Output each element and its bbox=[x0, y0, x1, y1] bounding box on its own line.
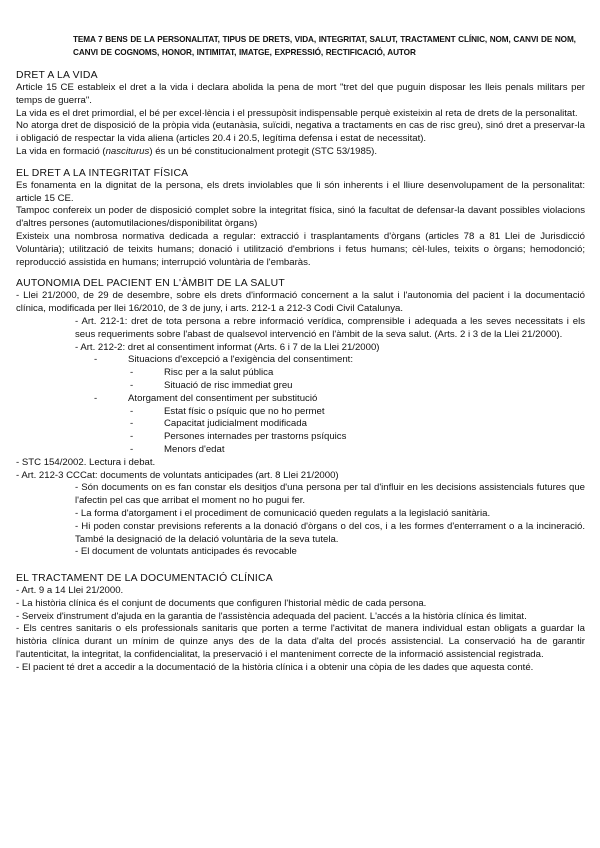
dash-bullet: - bbox=[94, 354, 98, 366]
dash-bullet: - bbox=[130, 418, 134, 430]
nested-item-text: Risc per a la salut pública bbox=[164, 367, 274, 379]
dash-bullet: - bbox=[130, 379, 134, 391]
nested-item-text: Estat físic o psíquic que no ho permet bbox=[164, 405, 325, 417]
paragraph: No atorga dret de disposició de la pròpia vida (eutanàsia, suïcidi, negativa a tractaments en cas de risc greu), sinó dret a preservar-la i obligació de respectar la vida aliena (articles 20.4 i 20.5, legítima defensa i estat de necessitat). bbox=[16, 120, 585, 145]
paragraph: - El pacient té dret a accedir a la documentació de la història clínica i a obtenir una còpia de les dades que aquesta conté. bbox=[16, 661, 534, 673]
text-run: La vida en formació ( bbox=[16, 145, 106, 157]
sub-list-item bbox=[16, 354, 585, 367]
paragraph: - Art. 9 a 14 Llei 21/2000. bbox=[16, 585, 124, 597]
paragraph bbox=[16, 146, 585, 159]
paragraph: - Llei 21/2000, de 29 de desembre, sobre els drets d'informació concernent a la salut i l'autonomia del pacient i la documentació clínica, modificada per llei 16/2010, de 3 de juny, i arts. 212-1 a 212-3 Codi Civil Catalunya. bbox=[16, 290, 585, 315]
nested-list-item bbox=[16, 444, 585, 457]
paragraph: - Art. 212-3 CCCat: documents de voluntats anticipades (art. 8 Llei 21/2000) bbox=[16, 469, 339, 481]
section-integritat-fisica bbox=[16, 168, 585, 270]
section-autonomia-pacient bbox=[16, 278, 585, 559]
section-heading: AUTONOMIA DEL PACIENT EN L'ÀMBIT DE LA SALUT bbox=[16, 278, 285, 290]
article-item: - Art. 212-1: dret de tota persona a rebre informació verídica, comprensible i adequada a les seves necessitats i els seus requeriments sobre l'abast de qualsevol intervenció en l'àmbit de la seva salut. (Arts. 2 i 3 de la Llei 21/2000). bbox=[75, 315, 585, 340]
article-item: - La forma d'atorgament i el procediment de comunicació queden regulats a la legislació sanitària. bbox=[75, 507, 491, 519]
dash-bullet: - bbox=[94, 392, 98, 404]
paragraph: Tampoc confereix un poder de disposició complet sobre la integritat física, sinó la facultat de defensar-la davant possibles violacions d'altres persones (automutilaciones/disponibilitat òrgans) bbox=[16, 205, 585, 230]
sub-item-text: Atorgament del consentiment per substitució bbox=[128, 392, 318, 404]
italic-term: nasciturus bbox=[105, 145, 150, 157]
nested-item-text: Situació de risc immediat greu bbox=[164, 379, 293, 391]
dash-bullet: - bbox=[130, 443, 134, 455]
nested-list-item bbox=[16, 406, 585, 419]
nested-list-item bbox=[16, 380, 585, 393]
nested-item-text: Persones internades per trastorns psíquics bbox=[164, 431, 347, 443]
nested-item-text: Menors d'edat bbox=[164, 443, 225, 455]
dash-bullet: - bbox=[130, 431, 134, 443]
sub-list-item bbox=[16, 393, 585, 406]
section-documentacio-clinica bbox=[16, 573, 585, 675]
nested-list-item bbox=[16, 418, 585, 431]
paragraph: Existeix una nombrosa normativa dedicada a regular: extracció i trasplantaments d'òrgans (articles 78 a 81 Llei de Jurisdicció Voluntària); utilització de teixits humans; donació i utilització d'embrions i fetus humans; cèl·lules, teixits o òrgans; hemodonció; reproducció assistida en humans; interrupció voluntària de l'embaràs. bbox=[16, 230, 585, 268]
article-item: - Són documents on es fan constar els desitjos d'una persona per tal d'influir en les decisions assistencials futures que l'afectin pel cas que arribat el moment no ho pugui fer. bbox=[75, 482, 585, 507]
article-item: - Hi poden constar previsions referents a la donació d'òrgans o del cos, i a les formes d'enterrament o a la incineració. També la designació de la delació voluntària de la seva tutela. bbox=[75, 520, 585, 545]
article-item: - Art. 212-2: dret al consentiment informat (Arts. 6 i 7 de la Llei 21/2000) bbox=[75, 341, 380, 353]
document-title: TEMA 7 BENS DE LA PERSONALITAT, TIPUS DE DRETS, VIDA, INTEGRITAT, SALUT, TRACTAMENT CLÍNIC, NOM, CANVI DE NOM, CANVI DE COGNOMS, HONOR, INTIMITAT, IMATGE, EXPRESSIÓ, RECTIFICACIÓ, AUTOR bbox=[73, 35, 576, 57]
document-page bbox=[16, 34, 585, 684]
paragraph: Article 15 CE estableix el dret a la vida i declara abolida la pena de mort "tret del que puguin disposar les lleis penals militars per temps de guerra". bbox=[16, 82, 585, 106]
paragraph: - STC 154/2002. Lectura i debat. bbox=[16, 456, 156, 468]
nested-item-text: Capacitat judicialment modificada bbox=[164, 418, 307, 430]
section-heading: EL DRET A LA INTEGRITAT FÍSICA bbox=[16, 167, 189, 179]
nested-list-item bbox=[16, 431, 585, 444]
paragraph: - Serveix d'instrument d'ajuda en la garantia de l'assistència adequada del pacient. L'accés a la història clínica és limitat. bbox=[16, 610, 527, 622]
section-dret-vida bbox=[16, 70, 585, 159]
dash-bullet: - bbox=[130, 367, 134, 379]
paragraph: Es fonamenta en la dignitat de la persona, els drets inviolables que li són inherents i el lliure desenvolupament de la personalitat: article 15 CE. bbox=[16, 179, 585, 204]
text-run: ) és un bé constitucionalment protegit (STC 53/1985). bbox=[149, 145, 378, 157]
paragraph: - Els centres sanitaris o els professionals sanitaris que porten a terme l'activitat de manera individual estan obligats a guardar la història clínica durant un mínim de quinze anys des de la data d'alta del procés assistencial. La conservació ha de garantir l'autenticitat, la integritat, la confidencialitat, la preservació i el manteniment correcte de la informació assistencial registrada. bbox=[16, 623, 585, 661]
dash-bullet: - bbox=[130, 405, 134, 417]
nested-list-item bbox=[16, 367, 585, 380]
paragraph: La vida es el dret primordial, el bé per excel·lència i el pressupòsit indispensable perquè existeixin al reta de drets de la personalitat. bbox=[16, 107, 578, 119]
section-heading: DRET A LA VIDA bbox=[16, 70, 98, 81]
section-heading: EL TRACTAMENT DE LA DOCUMENTACIÓ CLÍNICA bbox=[16, 573, 273, 585]
sub-item-text: Situacions d'excepció a l'exigència del consentiment: bbox=[128, 354, 353, 366]
article-item: - El document de voluntats anticipades és revocable bbox=[75, 546, 297, 558]
paragraph: - La història clínica és el conjunt de documents que configuren l'historial mèdic de cada persona. bbox=[16, 597, 427, 609]
